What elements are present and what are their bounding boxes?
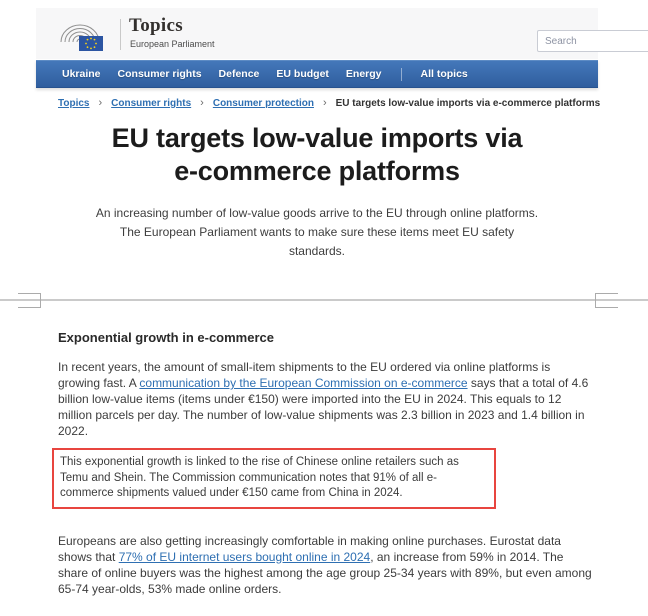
nav-item-consumer-rights[interactable]: Consumer rights <box>117 68 202 80</box>
paragraph-eurostat-text: , an increase from 59% in 2014. The share of online buyers was the highest among the age group 25-34 years with 89%, but even among 65-74 year-olds, 53% made online orders. <box>58 549 592 596</box>
brand-divider <box>120 19 121 50</box>
nav-item-eu-budget[interactable]: EU budget <box>276 68 329 80</box>
article-body <box>58 330 592 597</box>
nav-item-all-topics[interactable]: All topics <box>420 68 468 80</box>
article-header <box>36 122 598 261</box>
link-eurostat-online-buyers[interactable]: 77% of EU internet users bought online in 2024 <box>118 549 371 564</box>
paragraph-china-share: This exponential growth is linked to the rise of Chinese online retailers such as Temu and Shein. The Commission communication notes that 91% of all e-commerce shipments valued under €150 came from China in 2024. <box>60 456 459 499</box>
nav-item-energy[interactable]: Energy <box>345 68 382 80</box>
divider-handle-right[interactable] <box>595 293 618 308</box>
breadcrumb-separator-icon: › <box>200 97 204 109</box>
link-commission-communication[interactable]: communication by the European Commission on e-commerce <box>139 376 468 390</box>
topic-nav <box>36 60 598 88</box>
article-standfirst: An increasing number of low-value goods arrive to the EU through online platforms. The European Parliament wants to make sure these items meet EU safety standards. <box>95 206 539 258</box>
paragraph-eurostat-text: Europeans are also getting increasingly comfortable in making online purchases. Eurostat data shows that <box>58 533 561 564</box>
nav-divider <box>401 68 402 81</box>
page-title: EU targets low-value imports via e-commerce platforms <box>111 123 523 186</box>
section-heading: Exponential growth in e-commerce <box>58 330 274 345</box>
paragraph-growth-text: says that a total of 4.6 billion low-value items (items under €150) were imported into the EU in 2024. This equals to 12 million parcels per day. The number of low-value shipments was 2.3 billion in 2023 and 1.4 billion in 2022. <box>58 376 589 438</box>
paragraph-growth-text: In recent years, the amount of small-item shipments to the EU ordered via online platforms is growing fast. A <box>58 360 551 390</box>
paragraph-eurostat <box>58 533 592 597</box>
breadcrumb <box>58 97 600 109</box>
section-divider <box>0 299 648 301</box>
breadcrumb-separator-icon: › <box>322 97 327 109</box>
brand-subtitle: European Parliament <box>130 39 215 49</box>
paragraph-growth <box>58 359 592 439</box>
masthead <box>36 8 598 59</box>
breadcrumb-link-consumer-protection[interactable]: Consumer protection <box>212 98 314 109</box>
breadcrumb-current-page: EU targets low-value imports via e-commerce platforms <box>335 98 601 109</box>
breadcrumb-separator-icon: › <box>98 97 103 109</box>
brand-title[interactable]: Topics <box>129 15 183 36</box>
nav-item-ukraine[interactable]: Ukraine <box>62 68 101 80</box>
nav-item-defence[interactable]: Defence <box>218 68 260 80</box>
european-parliament-logo-icon[interactable] <box>56 15 108 53</box>
search-input[interactable] <box>537 30 648 52</box>
divider-handle-left[interactable] <box>18 293 41 308</box>
breadcrumb-link-consumer-rights[interactable]: Consumer rights <box>111 98 192 109</box>
breadcrumb-link-topics[interactable]: Topics <box>58 98 90 109</box>
red-annotation-box <box>52 448 496 509</box>
